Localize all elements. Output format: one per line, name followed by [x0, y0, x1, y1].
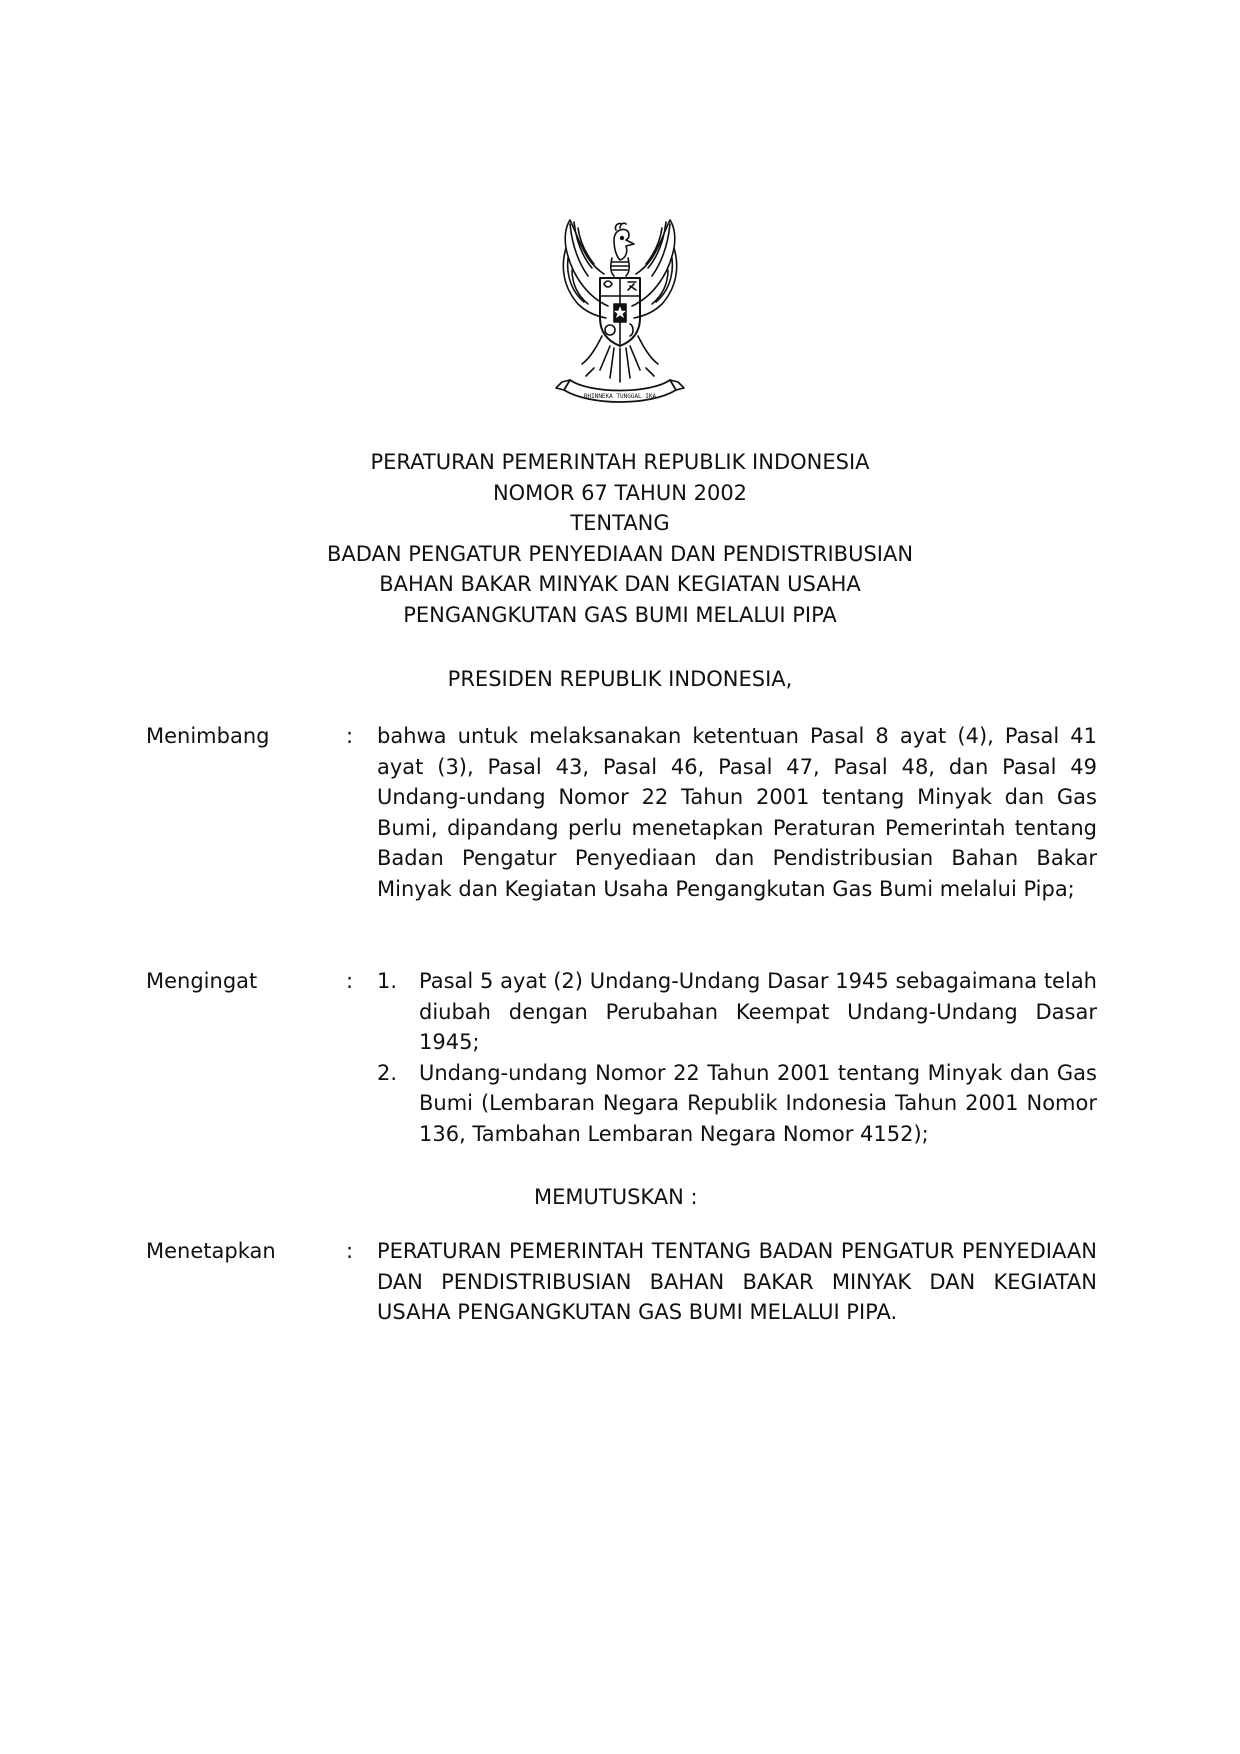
title-line: TENTANG — [570, 511, 670, 535]
president-heading: PRESIDEN REPUBLIK INDONESIA, — [447, 667, 793, 691]
menetapkan-text: PERATURAN PEMERINTAH TENTANG BADAN PENGATUR PENYEDIAAN DAN PENDISTRIBUSIAN BAHAN BAKAR MINYAK DAN KEGIATAN USAHA PENGANGKUTAN GAS BUMI MELALUI PIPA. — [377, 1239, 1097, 1324]
list-item — [377, 1058, 1097, 1150]
regulation-title — [240, 447, 1000, 630]
list-item-text: Pasal 5 ayat (2) Undang-Undang Dasar 1945 sebagaimana telah diubah dengan Perubahan Keempat Undang-Undang Dasar 1945; — [419, 969, 1097, 1054]
menetapkan-label: Menetapkan — [146, 1239, 276, 1263]
mengingat-label: Mengingat — [146, 969, 258, 993]
title-line: PERATURAN PEMERINTAH REPUBLIK INDONESIA — [370, 450, 870, 474]
title-line: PENGANGKUTAN GAS BUMI MELALUI PIPA — [403, 602, 837, 627]
decision-heading: MEMUTUSKAN : — [534, 1185, 698, 1209]
mengingat-list — [377, 966, 1097, 1149]
title-line: BADAN PENGATUR PENYEDIAAN DAN PENDISTRIBUSIAN — [326, 541, 914, 566]
garuda-pancasila-emblem-icon — [530, 218, 710, 414]
title-line: NOMOR 67 TAHUN 2002 — [492, 480, 748, 505]
menimbang-text: bahwa untuk melaksanakan ketentuan Pasal 8 ayat (4), Pasal 41 ayat (3), Pasal 43, Pasal 46, Pasal 47, Pasal 48, dan Pasal 49 Undang-undang Nomor 22 Tahun 2001 tentang Minyak dan Gas Bumi, dipandang perlu menetapkan Peraturan Pemerintah tentang Badan Pengatur Penyediaan dan Pendistribusian Bahan Bakar Minyak dan Kegiatan Usaha Pengangkutan Gas Bumi melalui Pipa; — [377, 724, 1097, 901]
list-item-number: 1. — [377, 969, 398, 993]
list-item — [377, 966, 1097, 1058]
emblem-motto: BHINNEKA TUNGGAL IKA — [583, 393, 657, 400]
menimbang-colon: : — [346, 724, 354, 748]
menimbang-label: Menimbang — [146, 724, 270, 748]
mengingat-colon: : — [346, 969, 354, 993]
menetapkan-colon: : — [346, 1239, 354, 1263]
title-line: BAHAN BAKAR MINYAK DAN KEGIATAN USAHA — [379, 572, 861, 596]
list-item-text: Undang-undang Nomor 22 Tahun 2001 tentang Minyak dan Gas Bumi (Lembaran Negara Republik Indonesia Tahun 2001 Nomor 136, Tambahan Lembaran Negara Nomor 4152); — [419, 1060, 1097, 1146]
list-item-number: 2. — [377, 1060, 398, 1085]
